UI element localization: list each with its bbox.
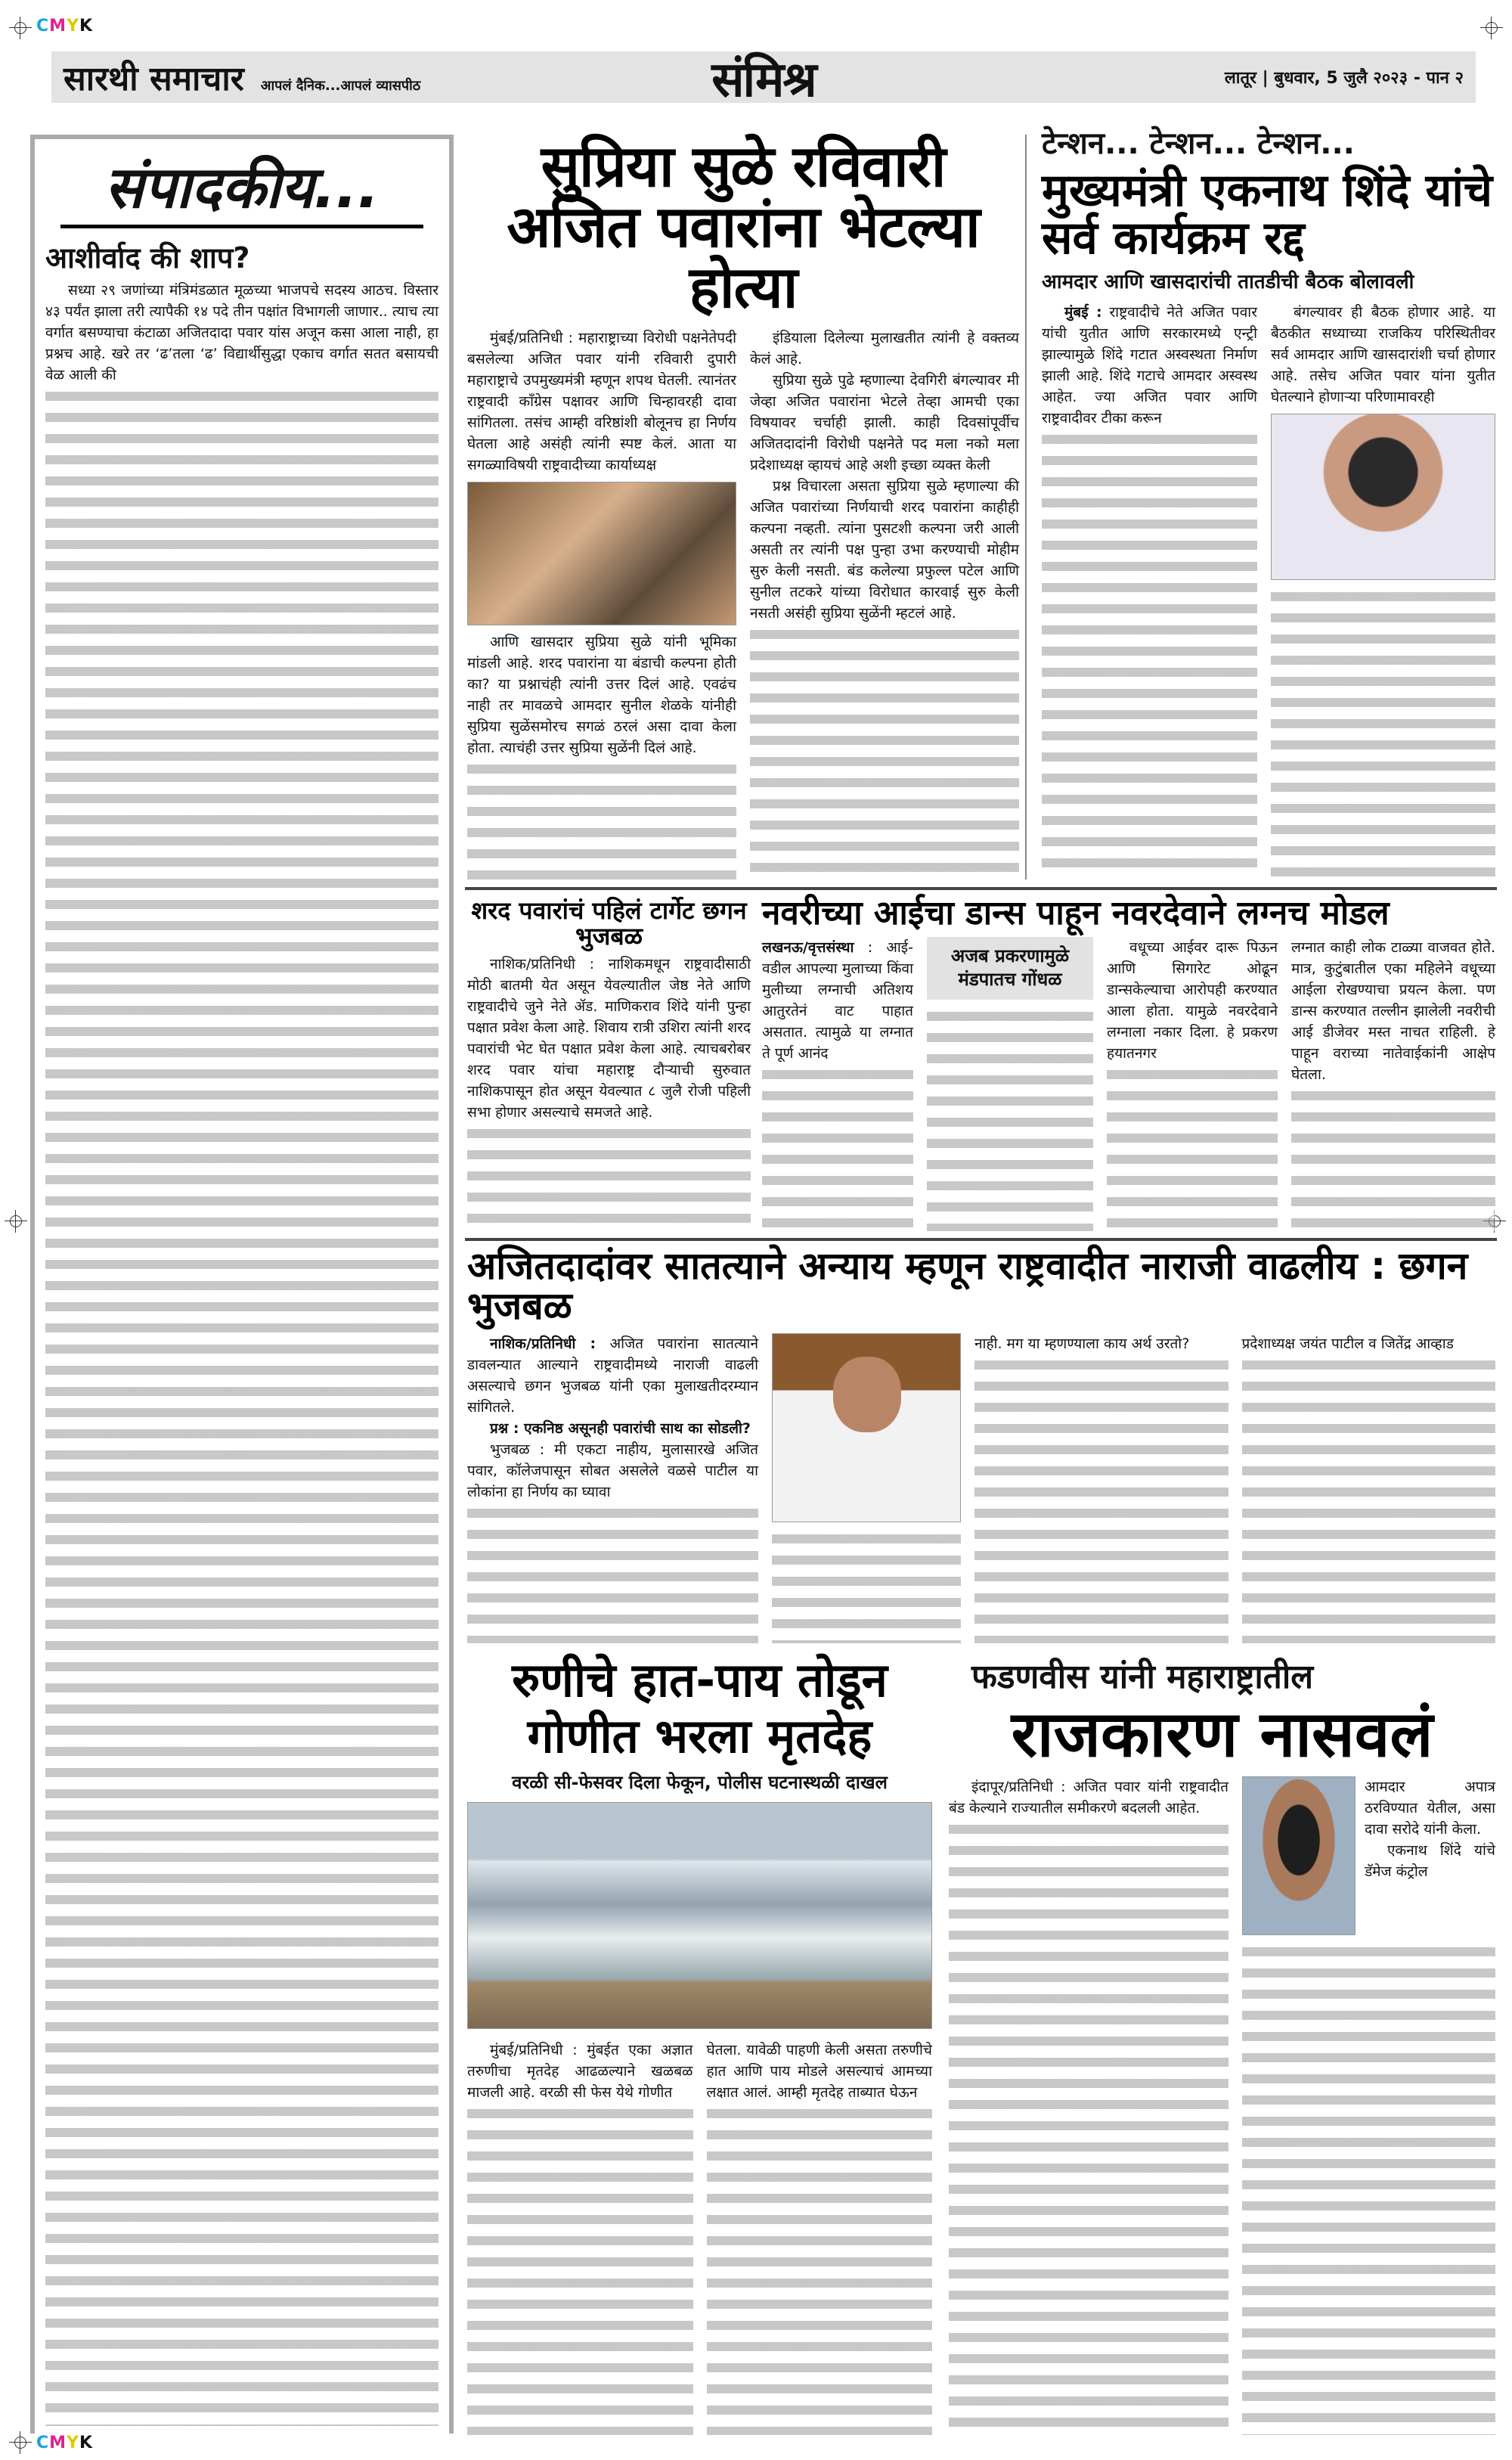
bride-col-1 — [762, 937, 913, 1231]
dateline: नाशिक/प्रतिनिधी : — [490, 1335, 596, 1352]
sharad-article — [467, 898, 751, 1231]
paragraph: प्रश्न विचारला असता सुप्रिया सुळे म्हणाल्या की अजित पवारांच्या निर्णयाची शरद पवारांना काहीही कल्पना नव्हती. त्यांना पुसटशी कल्पना जरी आली असती तर त्यांनी पक्ष पुन्हा उभा करण्याची मोहीम सुरु केली नसती. बंड कलेल्या प्रफुल्ल पटेल आणि सुनील तटकरे यांच्या विरोधात कारवाई सुरु केली नसती असंही सुप्रिया सुळेंनी म्हटलं आहे. — [750, 478, 1019, 622]
body-text — [1107, 1064, 1278, 1231]
headline: शरद पवारांचं पहिलं टार्गेट छगन भुजबळ — [471, 896, 747, 951]
paragraph — [762, 937, 913, 1064]
cmyk-marker-top: CMYK — [36, 17, 94, 36]
registration-mark — [9, 17, 32, 39]
body-text — [1242, 1354, 1496, 1643]
registration-mark — [5, 1210, 27, 1233]
paragraph-text: अजित पवारांना सातत्याने डावलन्यात आल्याने राष्ट्रवादीमध्ये नाराजी वाढली असल्याचे छगन भुजबळ यांनी एका मुलाखतीदरम्यान सांगितले. — [467, 1335, 759, 1416]
body-text — [45, 386, 438, 2426]
column-divider — [1025, 135, 1027, 879]
subhead: वरळी सी-फेसवर दिला फेकून, पोलीस घटनास्थळी दाखल — [512, 1771, 888, 1793]
bride-article — [762, 896, 1495, 1231]
paragraph: नाशिक/प्रतिनिधी : नाशिकमधून राष्ट्रवादीसाठी मोठी बातमी येत असून येवल्यातील जेष्ठ नेते आणि राष्ट्रवादीचे जुने नेते ॲड. माणिकराव शिंदे यांनी पुन्हा पक्षात प्रवेश केला आहे. शिवाय रात्री उशिरा त्यांनी शरद पवारांची भेट घेत पक्षात प्रवेश केला आहे. त्याचबरोबर शरद पवार यांचा महाराष्ट्र दौऱ्याची सुरुवात नाशिकपासून होत असून येवल्यात ८ जुलै रोजी पहिली सभा होणार असल्याचे समजते आहे. — [467, 956, 751, 1121]
paragraph: सुप्रिया सुळे पुढे म्हणाल्या देवगिरी बंगल्यावर मी जेव्हा अजित पवारांना भेटले तेव्हा आमची एका विषयावर चर्चाही झाली. काही दिवसांपूर्वीच अजितदादांनी विरोधी पक्षनेते पद मला नको मला प्रदेशाध्यक्ष व्हायचं आहे अशी इच्छा व्यक्त केली — [750, 372, 1019, 474]
registration-mark — [9, 2431, 32, 2454]
body-text — [762, 1064, 913, 1231]
body-text — [467, 2103, 693, 2435]
body-text — [467, 1503, 758, 1643]
paragraph: प्रदेशाध्यक्ष जयंत पाटील व जितेंद्र आव्हाड — [1241, 1335, 1454, 1352]
shinde-col-2 — [1271, 302, 1495, 879]
bride-col-3 — [1291, 937, 1495, 1231]
shinde-col-1 — [1042, 302, 1257, 879]
masthead — [51, 51, 1476, 108]
highlight-box: अजब प्रकरणामुळे मंडपातच गोंधळ — [927, 937, 1093, 999]
shinde-article — [1042, 121, 1495, 879]
fadnavis-col-2 — [1365, 1776, 1495, 1935]
fadnavis-col-3 — [1242, 1941, 1495, 2435]
bhujbal-col-1 — [467, 1333, 758, 1643]
bhujbal-col-4 — [1242, 1333, 1496, 1643]
bhujbal-col-2 — [772, 1333, 961, 1643]
paragraph — [1042, 302, 1257, 429]
photo-asim-sarode — [1242, 1776, 1356, 1935]
article-body — [467, 954, 751, 1231]
kicker: टेन्शन... टेन्शन... टेन्शन... — [1042, 126, 1355, 161]
paragraph: नाही. मग या म्हणण्याला काय अर्थ उरतो? — [974, 1335, 1190, 1352]
headline: रुणीचे हात-पाय तोडून गोणीत भरला मृतदेह — [512, 1652, 888, 1764]
paragraph: मुंबई/प्रतिनिधी : मुंबईत एका अज्ञात तरुणीचा मृतदेह आढळल्याने खळबळ माजली आहे. वरळी सी फेस येथे गोणीत — [467, 2041, 693, 2101]
paragraph: बंगल्यावर ही बैठक होणार आहे. या बैठकीत सध्याच्या राजकिय परिस्थितीवर सर्व आमदार आणि खासदारांशी चर्चा होणार आहे. तसेच अजित पवार यांना युतीत घेतल्याने होणाऱ्या परिणामावरही — [1271, 304, 1495, 405]
answer: भुजबळ : मी एकटा नाहीय, मुलासारखे अजित पवार, कॉलेजपासून सोबत असलेले वळसे पाटील या लोकांना हा निर्णय का घ्यावा — [467, 1441, 758, 1500]
editorial-column — [30, 135, 454, 2434]
registration-mark — [1480, 17, 1503, 39]
body-text — [1242, 1941, 1495, 2435]
editorial-label: संपादकीय... — [60, 147, 423, 228]
body-text — [949, 1819, 1228, 2435]
cmyk-marker-bottom: CMYK — [36, 2434, 94, 2452]
bhujbal-col-3 — [974, 1333, 1228, 1643]
headline: राजकारण नासवलं — [1011, 1697, 1433, 1771]
photo-face — [833, 1357, 901, 1432]
newspaper-name: सारथी समाचार — [64, 60, 244, 98]
paragraph: लग्नात काही लोक टाळ्या वाजवत होते. मात्र, कुटुंबातील एका महिलेने वधूच्या आईला रोखण्याचा प्रयत्न केला. पण डान्स करण्यात तल्लीन झालेली नवरीची आई डीजेवर मस्त नाचत राहिली. हे पाहून वराच्या नातेवाईकांनी आक्षेप घेतला. — [1291, 939, 1495, 1084]
photo-eknath-shinde — [1271, 414, 1495, 580]
paragraph: सध्या २९ जणांच्या मंत्रिमंडळात मूळच्या भाजपचे सदस्य आठच. विस्तार ४३ पर्यंत झाला तरी त्यापैकी १४ पदे तीन पक्षांत विभागली जाणार.. त्याच त्या वर्गात बसण्याचा कंटाळा अजितदादा पवार यांस अजून कसा आला नाही, हा प्रश्नच आहे. खरे तर ‘ढ’तला ‘ढ’ विद्यार्थीसुद्धा एकाच वर्गात सतत बसायची वेळ आली की — [45, 282, 438, 383]
paragraph-text: : आई-वडील आपल्या मुलाच्या किंवा मुलीच्या लग्नाची अतिशय आतुरतेनं वाट पाहात असतात. त्यामुळे या लग्नात ते पूर्ण आनंद — [762, 939, 913, 1062]
fadnavis-right — [1242, 1776, 1495, 2435]
paragraph: घेतला. यावेळी पाहणी केली असता तरुणीचे हात आणि पाय मोडले असल्याचं आमच्या लक्षात आलं. आम्ही मृतदेह ताब्यात घेऊन — [706, 2041, 932, 2101]
fadnavis-article — [949, 1652, 1495, 2435]
paragraph: आमदार अपात्र ठरविण्यात येतील, असा दावा सरोदे यांनी केला. — [1365, 1779, 1495, 1838]
supriya-col-2 — [750, 327, 1019, 879]
photo-chhagan-bhujbal — [772, 1333, 961, 1522]
photo-ajit-supriya — [467, 482, 736, 625]
section-rule — [465, 887, 1497, 890]
worli-article — [467, 1652, 932, 2435]
paragraph: एकनाथ शिंदे यांचे डॅमेज कंट्रोल — [1365, 1842, 1495, 1881]
question: प्रश्न : एकनिष्ठ असूनही पवारांची साथ का सोडली? — [490, 1420, 751, 1437]
editorial-body — [45, 280, 438, 2426]
bride-box-column — [927, 937, 1093, 1231]
dateline: लातूर | बुधवार, 5 जुलै २०२३ - पान २ — [1224, 69, 1464, 88]
fadnavis-col-1 — [949, 1776, 1228, 2435]
body-text — [1271, 586, 1495, 879]
dateline: मुंबई : — [1064, 304, 1102, 321]
body-text — [750, 624, 1019, 879]
supriya-article — [467, 132, 1019, 879]
bhujbal-article — [467, 1246, 1495, 1643]
dateline: लखनऊ/वृत्तसंस्था — [762, 939, 854, 957]
supriya-col-1 — [467, 327, 736, 879]
body-text — [927, 1006, 1093, 1231]
body-text — [467, 758, 736, 879]
headline: सुप्रिया सुळे रविवारी अजित पवारांना भेटल्या होत्या — [507, 132, 980, 321]
headline: नवरीच्या आईचा डान्स पाहून नवरदेवाने लग्नच मोडल — [762, 894, 1390, 932]
paragraph: वधूच्या आईवर दारू पिऊन आणि सिगारेट ओढून डान्सकेल्याचा आरोपही करण्यात आला होता. यामुळे नवरदेवाने लग्नाला नकार दिला. हे प्रकरण हयातनगर — [1107, 939, 1278, 1062]
body-text — [974, 1354, 1228, 1643]
subhead: आमदार आणि खासदारांची तातडीची बैठक बोलावली — [1042, 271, 1414, 293]
editorial-title: आशीर्वाद की शाप? — [45, 241, 250, 275]
paragraph — [467, 1333, 758, 1418]
paragraph: आणि खासदार सुप्रिया सुळे यांनी भूमिका मांडली आहे. शरद पवारांना या बंडाची कल्पना होती का? या प्रश्नाचंही त्यांनी उत्तर दिलं आहे. एवढंच नाही तर मावळचे आमदार सुनील शेळके यांनीही सुप्रिया सुळेंसमोरच सगळं ठरलं असा दावा केला होता. त्याचंही उत्तर सुप्रिया सुळेंनी दिलं आहे. — [467, 634, 736, 757]
paragraph-text: राष्ट्रवादीचे नेते अजित पवार यांची युतीत आणि सरकारमध्ये एन्ट्री झाल्यामुळे शिंदे गटात अस्वस्थता निर्माण झाली आहे. शिंदे गटाचे आमदार अस्वस्थ आहेत. ज्या अजित पवार आणि राष्ट्रवादीवर टीका करून — [1042, 304, 1257, 427]
paragraph: इंदापूर/प्रतिनिधी : अजित पवार यांनी राष्ट्रवादीत बंड केल्याने राज्यातील समीकरणे बदलली आहेत. — [949, 1779, 1228, 1817]
bhujbal-headline: अजितदादांवर सातत्याने अन्याय म्हणून राष्ट्रवादीत नाराजी वाढलीय : छगन भुजबळ — [467, 1244, 1468, 1328]
paragraph: इंडियाला दिलेल्या मुलाखतीत त्यांनी हे वक्तव्य केलं आहे. — [750, 330, 1019, 368]
section-title: संमिश्र — [711, 51, 816, 108]
body-text — [707, 2103, 933, 2435]
section-rule — [465, 1238, 1497, 1241]
body-text — [1042, 429, 1257, 879]
worli-col-2 — [707, 2040, 933, 2435]
headline: मुख्यमंत्री एकनाथ शिंदे यांचे सर्व कार्यक्रम रद्द — [1042, 164, 1493, 265]
kicker: फडणवीस यांनी महाराष्ट्रातील — [971, 1658, 1314, 1696]
worli-col-1 — [467, 2040, 693, 2435]
tagline: आपलं दैनिक...आपलं व्यासपीठ — [260, 78, 421, 94]
bride-col-2 — [1107, 937, 1278, 1231]
body-text — [772, 1528, 961, 1643]
photo-worli-seaface — [467, 1802, 932, 2029]
body-text — [467, 1123, 751, 1231]
paragraph: मुंबई/प्रतिनिधी : महाराष्ट्राच्या विरोधी पक्षनेतेपदी बसलेल्या अजित पवार यांनी रविवारी दुपारी महाराष्ट्राचे उपमुख्यमंत्री म्हणून शपथ घेतली. त्यानंतर राष्ट्रवादी काँग्रेस पक्षावर आणि चिन्हावरही दावा सांगितला. तसंच आम्ही वरिष्ठांशी बोलूनच हा निर्णय घेतला आहे असंही त्यांनी स्पष्ट केलं. आता या सगळ्याविषयी राष्ट्रवादीच्या कार्याध्यक्ष — [467, 330, 736, 474]
body-text — [1291, 1085, 1495, 1231]
